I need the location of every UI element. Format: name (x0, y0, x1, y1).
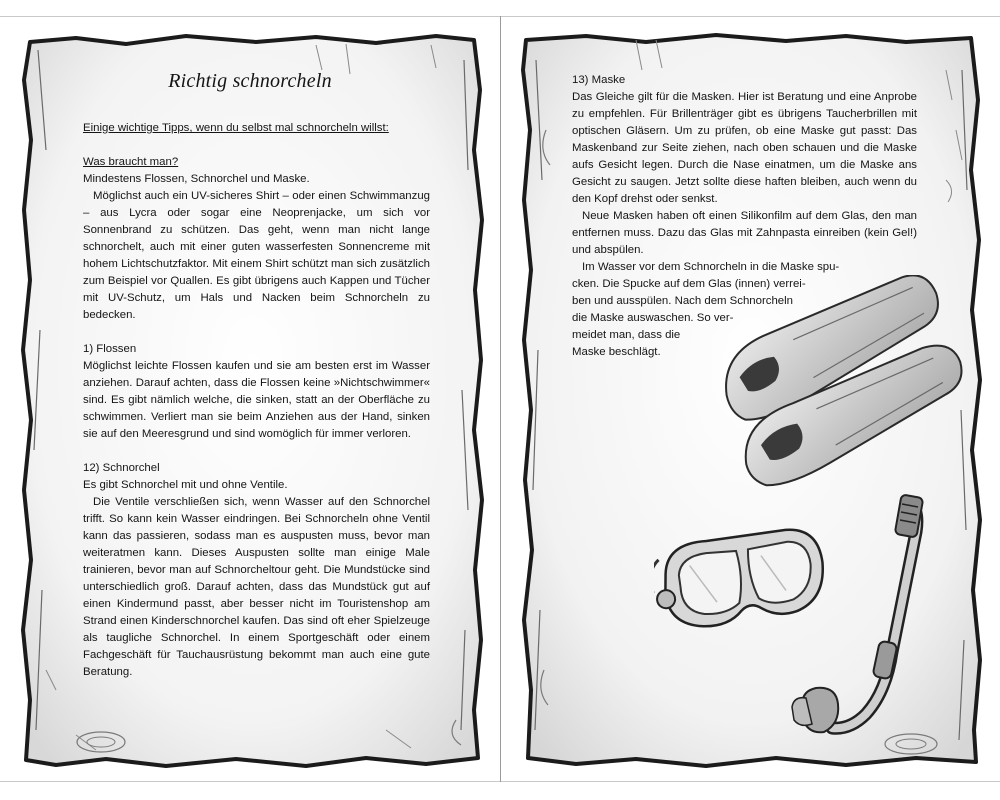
intro-line: Einige wichtige Tipps, wenn du selbst mal schnorcheln willst: (83, 122, 389, 134)
mask-paragraph-3-line: Im Wasser vor dem Schnorcheln in die Maske spu- (582, 261, 840, 273)
needs-paragraph: Möglichst auch ein UV-sicheres Shirt – oder einen Schwimmanzug – aus Lycra oder sogar eine Neoprenjacke, um sich vor Sonnenbrand zu schützen. Das geht, wenn man nicht lange schnorchelt, auch mit einer guten wasserfesten Sonnencreme mit hohem Lichtschutzfaktor. Mit einem Shirt schützt man sich zusätzlich zum Beispiel vor Quallen. Es gibt übrigens auch Kappen und Tücher mit UV-Schutz, um Hals und Nacken beim Schnorcheln zu bedecken. (83, 190, 430, 321)
snorkel-paragraph: Die Ventile verschließen sich, wenn Wasser auf den Schnorchel trifft. So kann kein Wasser eindringen. Bei Schnorcheln ohne Ventil kann das passieren, sodass man es auspusten muss, bevor man weiteratmen kann. Dieses Auspusten sollte man einige Male trainieren, bevor man auf Schnorcheltour geht. Die Mundstücke sind unterschiedlich groß. Darauf achten, dass das Mundstück gut auf einen Kindermund passt, aber besser nicht im Touristenshop am Strand einen Kinderschnorchel kaufen. Das sind oft eher Spielzeuge als taugliche Schnorchel. In einem Sportgeschäft oder einem Fachgeschäft für Tauchausrüstung bekommt man auch eine gute Beratung. (83, 496, 430, 678)
mask-paragraph-3-line: meidet man, dass die (572, 329, 681, 341)
needs-line: Mindestens Flossen, Schnorchel und Maske. (83, 173, 310, 185)
mask-paragraph-3-line: die Maske auswaschen. So ver- (572, 312, 734, 324)
fins-illustration (684, 275, 984, 515)
snorkel-heading: 12) Schnorchel (83, 462, 160, 474)
left-page-text (83, 120, 430, 681)
right-page (516, 30, 984, 770)
mask-paragraph-3-line: cken. Die Spucke auf dem Glas (innen) verrei- (572, 278, 806, 290)
mask-paragraph-3-line: Maske beschlägt. (572, 346, 661, 358)
mask-heading: 13) Maske (572, 74, 626, 86)
left-page (16, 30, 484, 770)
fins-paragraph: Möglichst leichte Flossen kaufen und sie am besten erst im Wasser anziehen. Darauf achten, dass die Flossen keine »Nichtschwimmer« sind. Es gibt nämlich welche, die sinken, statt an der Oberfläche zu schwimmen. Verliert man sie beim Anziehen aus der Hand, sinken sie auf den Meeresgrund und sind womöglich für immer verloren. (83, 360, 430, 440)
mask-paragraph-1: Das Gleiche gilt für die Masken. Hier ist Beratung und eine Anprobe zu empfehlen. Für Brillenträger gibt es übrigens Taucherbrillen mit optischen Gläsern. Um zu prüfen, ob eine Maske gut passt: Das Maskenband zur Seite ziehen, nach oben schauen und die Maske aufs Gesicht legen. Durch die Nase einatmen, um die Maske ans Gesicht zu saugen. Jetzt sollte diese haften bleiben, auch wenn du den Kopf drehst oder senkst. (572, 91, 917, 205)
needs-heading: Was braucht man? (83, 156, 179, 168)
mask-paragraph-3-line: ben und ausspülen. Nach dem Schnorcheln (572, 295, 793, 307)
fins-heading: 1) Flossen (83, 343, 137, 355)
page-title: Richtig schnorcheln (168, 70, 332, 92)
snorkel-line: Es gibt Schnorchel mit und ohne Ventile. (83, 479, 288, 491)
snorkel-illustration (788, 492, 928, 742)
mask-paragraph-2: Neue Masken haben oft einen Silikonfilm auf dem Glas, den man entfernen muss. Dazu das Glas mit Zahnpasta einreiben (kein Gel!) und abspülen. (572, 210, 917, 256)
book-gutter (500, 16, 501, 782)
